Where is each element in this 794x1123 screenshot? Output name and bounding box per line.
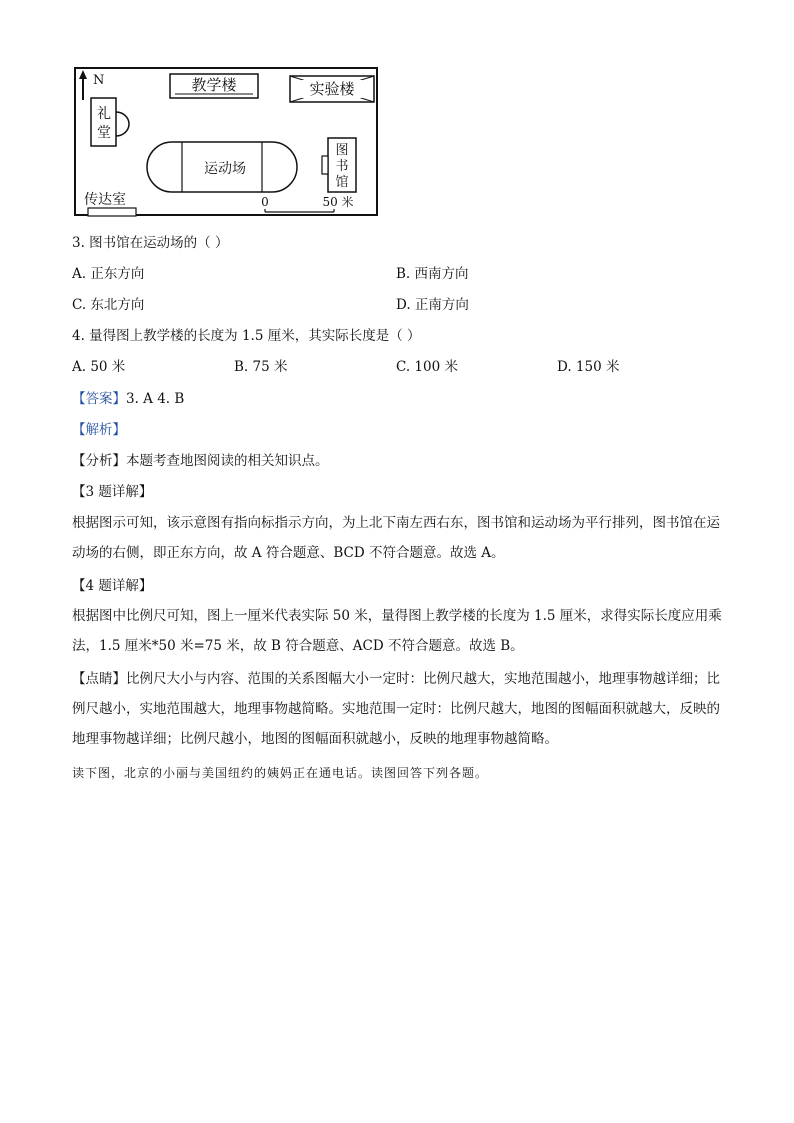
gate-house-label: 传达室 [84, 192, 126, 208]
campus-map [72, 66, 380, 218]
dianjing-text: 比例尺大小与内容、范围的关系图幅大小一定时：比例尺越大，实地范围越小，地理事物越详细；比例尺越小，实地范围越大，地理事物越简略。实地范围一定时：比例尺越大，地图的图幅面积就越大，反映的地理事物越详细；比例尺越小，地图的图幅面积就越小，反映的地理事物越简略。 [72, 671, 720, 747]
lab-building-label: 实验楼 [309, 80, 355, 98]
hall-label-2: 堂 [97, 125, 111, 141]
q3-option-b: B. 西南方向 [396, 266, 469, 282]
campus-map-figure [72, 66, 380, 218]
q3-option-a: A. 正东方向 [72, 266, 145, 282]
question-4-stem: 4. 量得图上教学楼的长度为 1.5 厘米，其实际长度是（ ） [72, 328, 421, 344]
north-label: N [93, 73, 105, 88]
fenxi-line [72, 452, 329, 470]
q4-option-b: B. 75 米 [234, 359, 288, 375]
q4-option-a: A. 50 米 [72, 359, 126, 375]
north-arrow-icon [79, 70, 87, 100]
fenxi-text: 本题考查地图阅读的相关知识点。 [126, 453, 329, 469]
library-label-1: 图 [335, 143, 349, 158]
analysis-heading: 【解析】 [72, 422, 126, 438]
scale-zero-label: 0 [261, 195, 269, 209]
sports-field-label: 运动场 [204, 161, 246, 177]
detail-4-text: 根据图中比例尺可知，图上一厘米代表实际 50 米，量得图上教学楼的长度为 1.5 厘米，求得实际长度应用乘法，1.5 厘米*50 米=75 米，故 B 符合题意、ACD 不符合题意。故选 B。 [72, 608, 722, 654]
q4-option-d: D. 150 米 [557, 359, 620, 375]
gate-house-shape [88, 208, 136, 216]
fenxi-tag: 【分析】 [72, 453, 126, 469]
scale-bar [265, 209, 334, 212]
library-label-2: 书 [335, 159, 349, 174]
hall-label-1: 礼 [97, 106, 111, 122]
detail-3-text: 根据图示可知，该示意图有指向标指示方向，为上北下南左西右东，图书馆和运动场为平行排列，图书馆在运动场的右侧，即正东方向，故 A 符合题意、BCD 不符合题意。故选 A。 [72, 515, 720, 561]
detail-4-heading: 【4 题详解】 [72, 578, 153, 594]
answer-text: 3. A 4. B [126, 391, 185, 407]
q3-option-d: D. 正南方向 [396, 297, 469, 313]
next-question-intro: 读下图，北京的小丽与美国纽约的姨妈正在通电话。读图回答下列各题。 [72, 766, 489, 780]
dianjing-paragraph [72, 664, 724, 754]
scale-distance-label: 50 米 [322, 195, 354, 209]
answer-line [72, 390, 184, 408]
q3-option-c: C. 东北方向 [72, 297, 145, 313]
library-label-3: 馆 [335, 175, 349, 190]
dianjing-tag: 【点睛】 [72, 671, 126, 687]
teaching-building-label: 教学楼 [191, 76, 237, 94]
question-3-stem: 3. 图书馆在运动场的（ ） [72, 235, 229, 251]
answer-tag: 【答案】 [72, 391, 126, 407]
q4-option-c: C. 100 米 [396, 359, 458, 375]
detail-3-heading: 【3 题详解】 [72, 484, 153, 500]
